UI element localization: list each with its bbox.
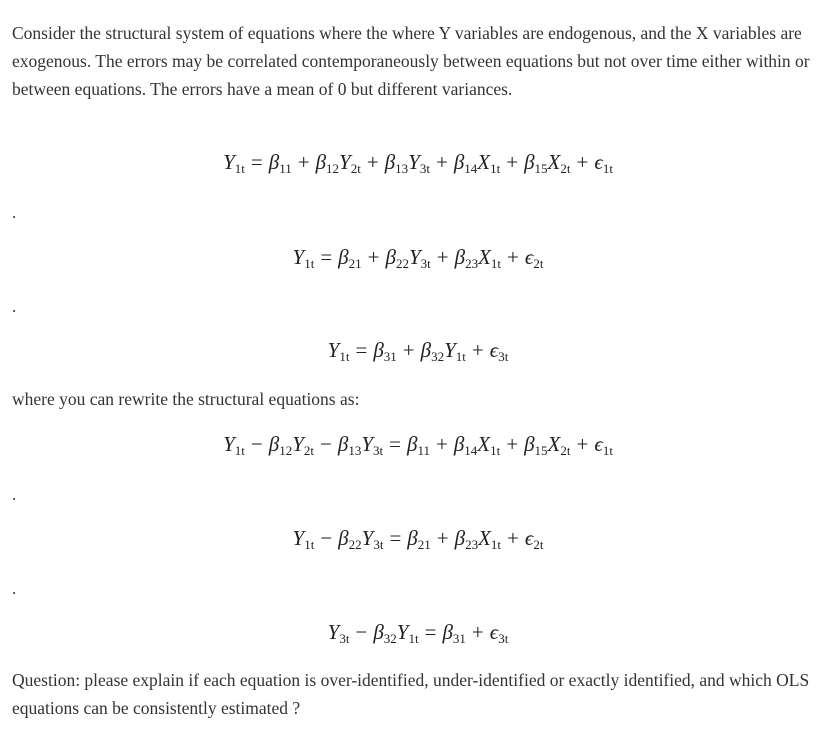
structural-equation-1: $Y_{1t} = \beta_{11} + \beta_{12}Y_{2t} + \beta_{13}Y_{3t} + \beta_{14}X_{1t} + \beta_{15}X_{2t} + \epsilon_{1t}$ — [223, 150, 613, 176]
structural-equation-3: $Y_{1t} = \beta_{31} + \beta_{32}Y_{1t} + \epsilon_{3t}$ — [327, 338, 509, 364]
structural-equation-2: $Y_{1t} = \beta_{21} + \beta_{22}Y_{3t} + \beta_{23}X_{1t} + \epsilon_{2t}$ — [292, 245, 544, 271]
rewrite-paragraph: where you can rewrite the structural equations as: — [12, 389, 360, 409]
rewritten-equation-3: $Y_{3t} - \beta_{32}Y_{1t} = \beta_{31} + \epsilon_{3t}$ — [327, 620, 509, 646]
separator-dot-4: . — [12, 579, 17, 598]
separator-dot-3: . — [12, 485, 17, 504]
question-paragraph: Question: please explain if each equation is over-identified, under-identified or exactly identified, and which OLS equations can be consistently estimated ? — [12, 670, 810, 718]
separator-dot-1: . — [12, 203, 17, 222]
separator-dot-2: . — [12, 297, 17, 316]
intro-paragraph: Consider the structural system of equations where the where Y variables are endogenous, and the X variables are exogenous. The errors may be correlated contemporaneously between equations but not over time either within or between equations. The errors have a mean of 0 but different variances. — [12, 23, 810, 99]
rewritten-equation-1: $Y_{1t} - \beta_{12}Y_{2t} - \beta_{13}Y_{3t} = \beta_{11} + \beta_{14}X_{1t} + \beta_{15}X_{2t} + \epsilon_{1t}$ — [223, 432, 613, 458]
rewritten-equation-2: $Y_{1t} - \beta_{22}Y_{3t} = \beta_{21} + \beta_{23}X_{1t} + \epsilon_{2t}$ — [292, 526, 544, 552]
